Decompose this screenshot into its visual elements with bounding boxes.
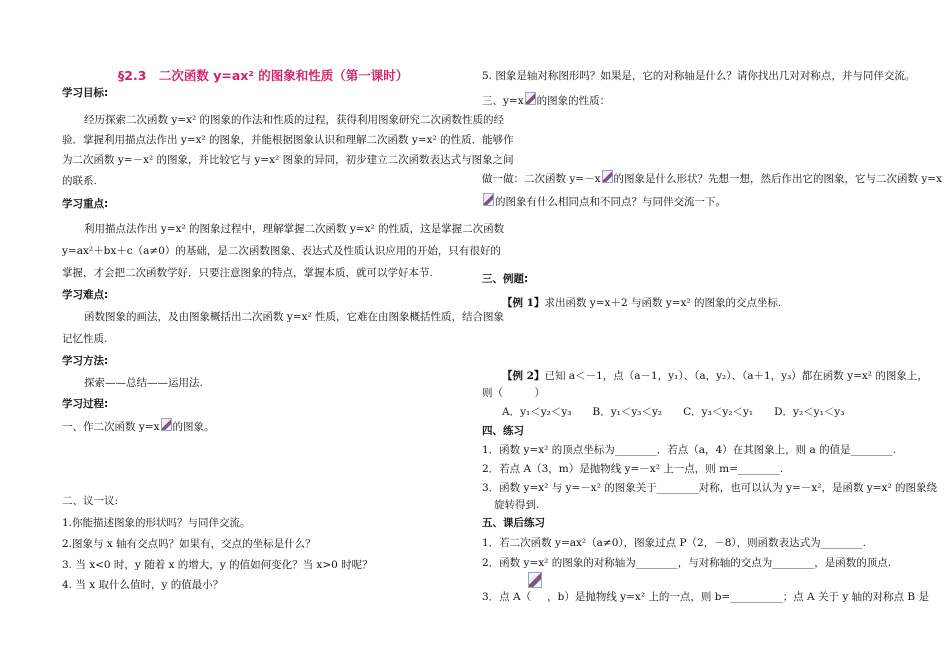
after-class-heading: 五、课后练习 <box>482 517 545 529</box>
practice-item: 旋转得到. <box>494 499 540 511</box>
difficulty-line: 记忆性质. <box>62 333 108 345</box>
key-line: 利用描点法作出 y=x² 的图象过程中，理解掌握二次函数 y=x² 的性质，这是掌握二次函数 <box>84 223 505 235</box>
try-suffix: 的图象是什么形状？先想一想，然后作出它的图象，它与二次函数 y=x <box>613 173 942 185</box>
try-line <box>482 170 942 186</box>
goal-line: 为二次函数 y=－x² 的图象，并比较它与 y=x² 图象的异同，初步建立二次函数表达式与图象之间 <box>62 154 514 166</box>
after-class-item: 1．若二次函数 y=ax²（a≠0），图象过点 P（2，－8），则函数表达式为________. <box>482 537 866 549</box>
after-class-item: 2．函数 y=x² 的图象的对称轴为________，与对称轴的交点为________，是函数的顶点. <box>482 557 892 569</box>
formula-image-icon <box>161 418 172 431</box>
goal-line: 验．掌握利用描点法作出 y=x² 的图象，并能根据图象认识和理解二次函数 y=x² 的性质．能够作 <box>62 134 514 146</box>
step1-line <box>62 418 215 434</box>
examples-heading: 三、例题: <box>482 273 529 285</box>
example-2-tag: 【例 2】 <box>502 370 545 382</box>
goal-line: 经历探索二次函数 y=x² 的图象的作法和性质的过程，获得利用图象研究二次函数性质的经 <box>84 114 505 126</box>
discussion-question: 1.你能描述图象的形状吗？与同伴交流。 <box>62 517 251 529</box>
question-5: 5. 图象是轴对称图形吗？如果是，它的对称轴是什么？请你找出几对对称点，并与同伴交流。 <box>482 70 916 82</box>
goal-line: 的联系. <box>62 175 97 187</box>
discussion-question: 4. 当 x 取什么值时，y 的值最小？ <box>62 579 224 591</box>
step3-prefix: 三、y=x <box>482 95 524 107</box>
key-line: y=ax²＋bx＋c（a≠0）的基础，是二次函数图象、表达式及性质认识应用的开始，只有很好的 <box>62 245 501 257</box>
page-title: §2.3 二次函数 y=ax² 的图象和性质（第一课时） <box>118 68 409 83</box>
method-line: 探索——总结——运用法. <box>84 377 203 389</box>
key-line: 掌握，才会把二次函数学好．只要注意图象的特点，掌握本质，就可以学好本节. <box>62 267 433 279</box>
step1-suffix: 的图象。 <box>172 421 215 433</box>
example-2-line2: 则（ ） <box>482 387 545 399</box>
method-heading: 学习方法: <box>62 355 109 367</box>
practice-heading: 四、练习 <box>482 425 524 437</box>
formula-image-icon <box>602 170 613 183</box>
formula-image-icon <box>525 92 536 105</box>
example-1-tag: 【例 1】 <box>502 297 545 309</box>
try-line-2 <box>482 193 726 209</box>
fraction-image-icon <box>528 572 542 588</box>
try-line2-text: 的图象有什么相同点和不同点？与同伴交流一下。 <box>495 196 726 208</box>
try-prefix: 做一做：二次函数 y=－x <box>482 173 601 185</box>
step1-prefix: 一、作二次函数 y=x <box>62 421 160 433</box>
after-class-item-3 <box>482 590 929 604</box>
key-heading: 学习重点: <box>62 198 109 210</box>
step2-heading: 二、议一议: <box>62 495 119 507</box>
practice-item: 2．若点 A（3，m）是抛物线 y=－x² 上一点，则 m=________. <box>482 463 784 475</box>
process-heading: 学习过程: <box>62 398 109 410</box>
example-2-line1: 已知 a＜－1，点（a－1，y₁）、（a，y₂）、（a＋1，y₃）都在函数 y=x² 的图象上， <box>544 370 928 382</box>
discussion-question: 3. 当 x<0 时，y 随着 x 的增大，y 的值如何变化？当 x>0 时呢？ <box>62 559 373 571</box>
discussion-question: 2.图象与 x 轴有交点吗？如果有，交点的坐标是什么？ <box>62 538 316 550</box>
formula-image-icon <box>483 193 494 206</box>
practice-item: 3．函数 y=x² 与 y=－x² 的图象关于________对称，也可以认为 y=－x²，是函数 y=x² 的图象绕 <box>482 482 937 494</box>
after-class-item-3-start: 3．点 A（ <box>482 591 532 603</box>
difficulty-heading: 学习难点: <box>62 289 109 301</box>
example-2 <box>502 369 928 383</box>
step3-line <box>482 92 610 108</box>
example-1 <box>502 296 781 310</box>
difficulty-line: 函数图象的画法，及由图象概括出二次函数 y=x² 性质，它难在由图象概括性质，结合图象 <box>84 311 505 323</box>
step3-suffix: 的图象的性质： <box>536 95 611 107</box>
goal-heading: 学习目标: <box>62 87 109 99</box>
example-2-options: A．y₁＜y₂＜y₃ B．y₁＜y₃＜y₂ C．y₃＜y₂＜y₁ D．y₂＜y₁＜y₃ <box>502 406 845 418</box>
example-1-text: 求出函数 y=x＋2 与函数 y=x² 的图象的交点坐标. <box>544 297 782 309</box>
after-class-item-3-end: ，b）是抛物线 y=x² 上的一点，则 b=__________；点 A 关于 y 轴的对称点 B 是 <box>547 591 929 603</box>
practice-item: 1．函数 y=x² 的顶点坐标为________．若点（a，4）在其图象上，则 a 的值是________. <box>482 444 896 456</box>
